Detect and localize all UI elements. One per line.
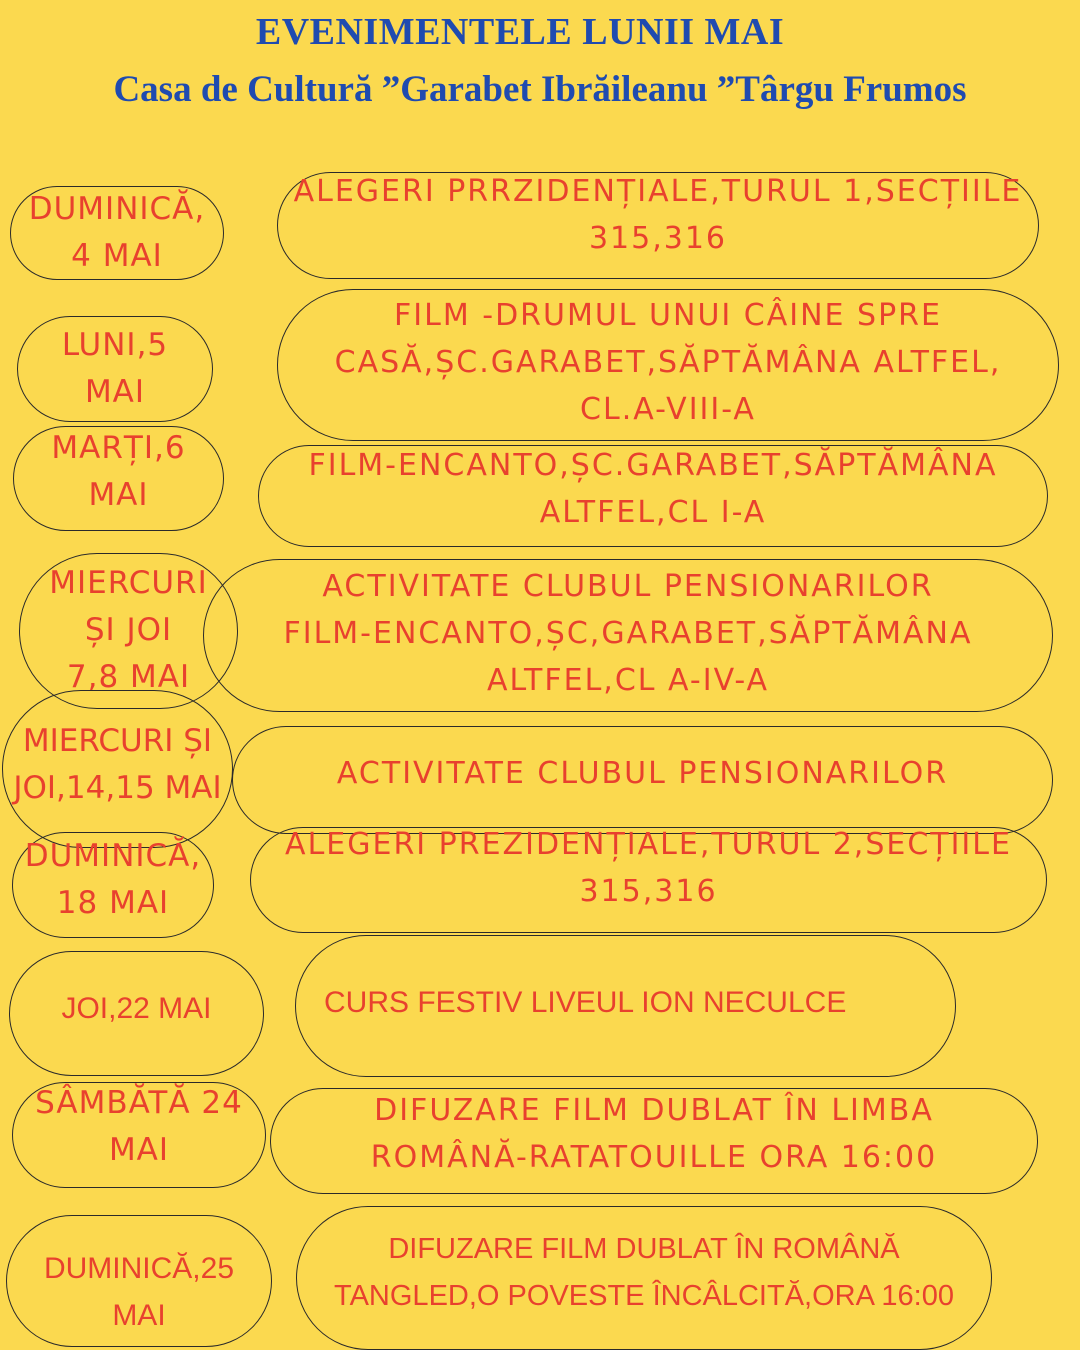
event-pill [250,827,1047,933]
date-text: MIERCURI ȘI JOI,14,15 MAI [13,723,222,806]
page-title: EVENIMENTELE LUNII MAI [255,11,785,53]
date-pill [6,1215,272,1347]
date-pill [17,316,213,422]
date-pill [10,186,224,280]
event-pill [296,1206,992,1350]
page-subtitle: Casa de Cultură ”Garabet Ibrăileanu ”Târgu Frumos [113,69,967,110]
event-text: FILM -DRUMUL UNUI CÂINE SPRE CASĂ,ȘC.GARABET,SĂPTĂMÂNA ALTFEL, CL.A-VIII-A [334,297,1002,427]
event-text: DIFUZARE FILM DUBLAT ÎN LIMBA ROMÂNĂ-RATATOUILLE ORA 16:00 [370,1093,938,1175]
date-pill [12,832,214,938]
event-pill [258,445,1048,547]
date-text: MIERCURI ȘI JOI 7,8 MAI [49,564,208,695]
date-pill [13,426,224,531]
event-pill [295,935,956,1077]
date-text: MARȚI,6 MAI [51,429,186,513]
date-text: DUMINICĂ, 18 MAI [24,838,202,921]
event-pill [270,1088,1038,1194]
event-text: ACTIVITATE CLUBUL PENSIONARILOR FILM-ENCANTO,ȘC,GARABET,SĂPTĂMÂNA ALTFEL,CL A-IV-A [283,569,973,698]
event-pill [277,172,1039,279]
event-text: CURS FESTIV LIVEUL ION NECULCE [324,985,847,1019]
date-text: DUMINICĂ,25 MAI [43,1252,235,1332]
event-pill [232,726,1053,834]
event-text: ALEGERI PRRZIDENȚIALE,TURUL 1,SECȚIILE 315,316 [293,173,1023,256]
date-text: JOI,22 MAI [61,992,212,1025]
date-text: LUNI,5 MAI [61,327,169,410]
event-text: ACTIVITATE CLUBUL PENSIONARILOR [336,755,949,791]
date-text: DUMINICĂ, 4 MAI [28,191,206,274]
date-pill [2,690,233,848]
date-pill [9,951,264,1076]
event-pill [277,289,1059,441]
date-pill [12,1082,266,1188]
date-text: SÂMBĂTĂ 24 MAI [35,1085,243,1168]
event-text: ALEGERI PREZIDENȚIALE,TURUL 2,SECȚIILE 315,316 [285,827,1012,909]
event-pill [203,559,1053,712]
event-text: DIFUZARE FILM DUBLAT ÎN ROMÂNĂ TANGLED,O POVESTE ÎNCÂLCITĂ,ORA 16:00 [334,1233,954,1312]
event-text: FILM-ENCANTO,ȘC.GARABET,SĂPTĂMÂNA ALTFEL,CL I-A [308,448,998,530]
